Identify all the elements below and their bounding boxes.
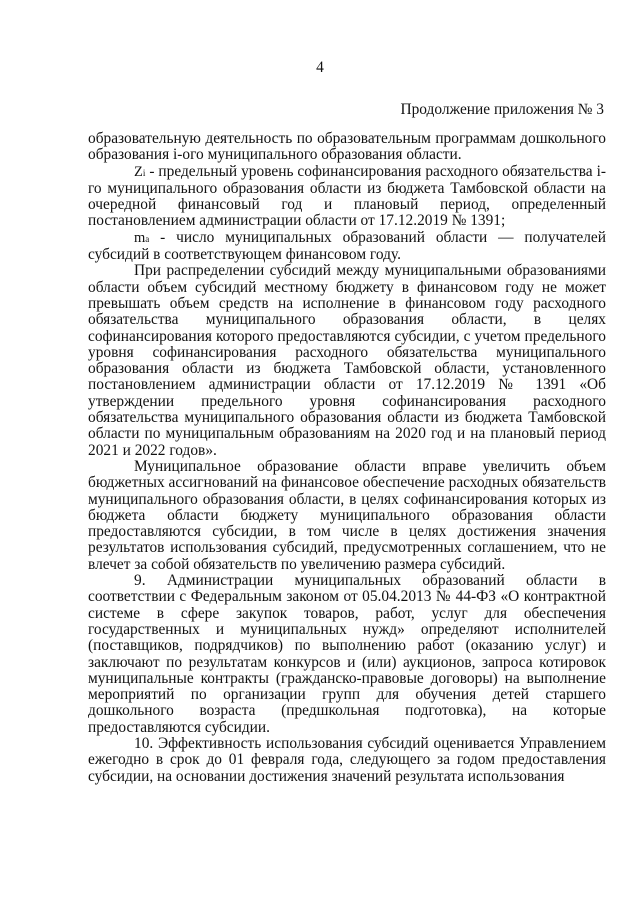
definition-m-text: - число муниципальных образований области — получателей субсидий в соответствующем финансовом году.	[88, 228, 606, 264]
paragraph-item-10: 10. Эффективность использования субсидий оценивается Управлением ежегодно в срок до 01 февраля года, следующего за годом предоставления субсидии, на основании достижения значений результата использования	[88, 734, 606, 785]
subscript-i: i	[142, 167, 146, 178]
definition-z-text: - предельный уровень софинансирования расходного обязательства i-го муниципального образования области из бюджета Тамбовской области на очередной финансовый год и плановый период, определенный постановлением администрации области от 17.12.2019 № 1391;	[88, 162, 606, 230]
symbol-z: Z	[134, 163, 143, 180]
symbol-m: m	[134, 229, 146, 246]
document-body	[88, 131, 606, 785]
appendix-title: Продолжение приложения № 3	[400, 101, 604, 118]
paragraph-item-9: 9. Администрации муниципальных образований области в соответствии с Федеральным законом от 05.04.2013 № 44-ФЗ «О контрактной системе в сфере закупок товаров, работ, услуг для обеспечения государственных и муниципальных нужд» определяют исполнителей (поставщиков, подрядчиков) по выполнению работ (оказанию услуг) и заключают по результатам конкурсов и (или) аукционов, запроса котировок муниципальные контракты (гражданско-правовые договоры) на выполнение мероприятий по организации групп для обучения детей старшего дошкольного возраста (предшкольная подготовка), на которые предоставляются субсидии.	[88, 572, 606, 736]
subscript-a: a	[145, 233, 150, 244]
paragraph-definition-m	[88, 230, 606, 264]
paragraph-distribution: При распределении субсидий между муниципальными образованиями области объем субсидий местному бюджету в финансовом году не может превышать объем средств на исполнение в финансовом году расходного обязательства муниципального образования области, в целях софинансирования которого предоставляются субсидии, с учетом предельного уровня софинансирования расходного обязательства муниципального образования области из бюджета Тамбовской области, установленного постановлением администрации области от 17.12.2019 № 1391 «Об утверждении предельного уровня софинансирования расходного обязательства муниципального образования области из бюджета Тамбовской области по муниципальным образованиям на 2020 год и на плановый период 2021 и 2022 годов».	[88, 262, 606, 459]
paragraph-definition-z	[88, 164, 606, 230]
page-number: 4	[316, 59, 324, 76]
paragraph-continuation: образовательную деятельность по образовательным программам дошкольного образования i-ого муниципального образования области.	[88, 130, 606, 164]
paragraph-municipal-right: Муниципальное образование области вправе увеличить объем бюджетных ассигнований на финансовое обеспечение расходных обязательств муниципального образования области, в целях софинансирования которых из бюджета области бюджету муниципального образования области предоставляются субсидии, в том числе в целях достижения значения результатов использования субсидий, предусмотренных соглашением, что не влечет за собой обязательств по увеличению размера субсидий.	[88, 457, 606, 573]
